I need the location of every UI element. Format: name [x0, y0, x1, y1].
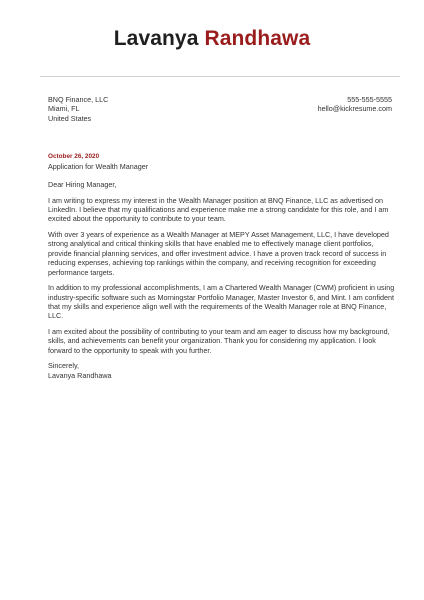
paragraph-line: With over 3 years of experience as a Wealth Manager at MEPY Asset Management, LLC, I have developed: [48, 230, 389, 239]
paragraph: [48, 327, 396, 355]
paragraph-line: strong analytical and critical thinking skills that have enabled me to effectively manage client portfolios,: [48, 239, 374, 249]
recipient-country: United States: [48, 113, 92, 123]
first-name: Lavanya: [113, 27, 199, 50]
paragraph-line: that my skills and experience align well with the requirements of the Wealth Manager role at BNQ Finance,: [48, 302, 387, 312]
signature: Lavanya Randhawa: [48, 370, 112, 380]
sender-email: hello@kickresume.com: [317, 104, 392, 114]
paragraph-line: performance targets.: [48, 267, 115, 277]
paragraph-line: I am writing to express my interest in the Wealth Manager position at BNQ Finance, LLC as advertised on: [48, 195, 384, 205]
recipient-city: Miami, FL: [48, 104, 80, 114]
sender-contact: [318, 95, 392, 114]
greeting: Dear Hiring Manager,: [48, 180, 117, 189]
header-divider: [40, 76, 400, 77]
recipient-company: BNQ Finance, LLC: [48, 95, 109, 104]
paragraph-line: In addition to my professional accomplishments, I am a Chartered Wealth Manager (CWM) proficient in using: [48, 283, 395, 293]
paragraph-line: I am excited about the possibility of contributing to your team and am eager to discuss how my background,: [48, 327, 390, 337]
paragraph: [48, 283, 396, 321]
closing: Sincerely,: [48, 361, 80, 371]
paragraph-line: skills, and achievements can benefit your organization. Thank you for considering my application. I look: [48, 336, 376, 346]
applicant-name-heading: [0, 27, 424, 51]
paragraph-line: LLC.: [48, 311, 64, 321]
sender-phone: 555-555-5555: [347, 95, 392, 104]
letter-date: October 26, 2020: [48, 153, 100, 160]
paragraph-line: industry-specific software such as Morningstar Portfolio Manager, Master Investor 6, and Mint. I am confident: [48, 292, 394, 302]
paragraph-line: excited about the opportunity to contribute to your team.: [48, 214, 226, 224]
paragraph: [48, 230, 396, 277]
letter-subject: Application for Wealth Manager: [48, 162, 149, 171]
paragraph-line: reducing expenses, achieving top rankings within the company, and receiving recognition for exceeding: [48, 258, 376, 268]
paragraph-line: forward to the opportunity to speak with you further.: [48, 345, 212, 355]
recipient-address: [48, 95, 108, 123]
paragraph: [48, 196, 396, 224]
paragraph-line: provide financial planning services, and offer investment advice. I have a proven track record of success in: [48, 248, 387, 258]
letter-body: [48, 180, 396, 386]
last-name: Randhawa: [204, 27, 311, 50]
closing-block: [48, 361, 396, 380]
paragraph-line: LinkedIn. I believe that my qualifications and experience make me a strong candidate for this role, and I am: [48, 205, 389, 214]
